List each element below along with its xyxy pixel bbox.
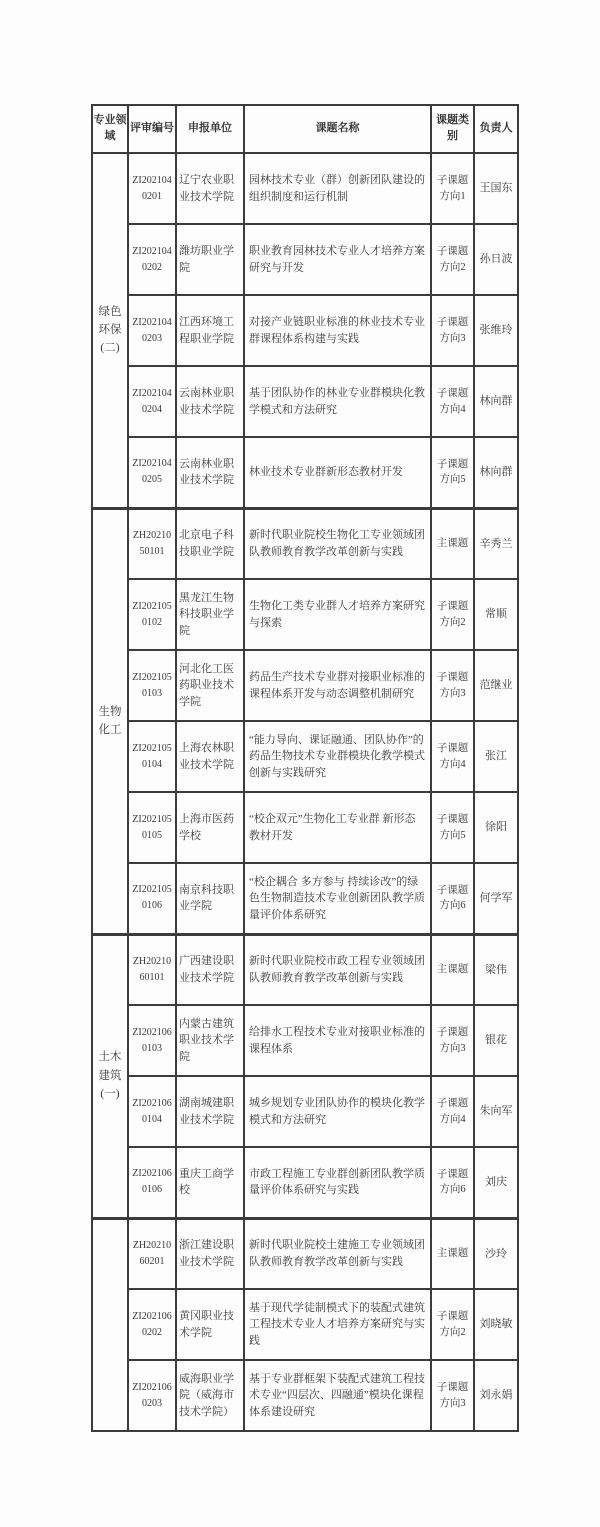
table-row xyxy=(92,508,518,579)
header-cell-leader: 负责人 xyxy=(474,105,518,153)
review-id-cell: ZI2021060104 xyxy=(128,1076,176,1147)
title-cell: 对接产业链职业标准的林业技术专业群课程体系构建与实践 xyxy=(244,295,431,366)
title-cell: 职业教育园林技术专业人才培养方案研究与开发 xyxy=(244,224,431,295)
review-id-cell: ZI2021060202 xyxy=(128,1289,176,1360)
review-id-cell: ZI2021040205 xyxy=(128,437,176,508)
unit-cell: 内蒙古建筑职业技术学院 xyxy=(176,1005,244,1076)
title-cell: 林业技术专业群新形态教材开发 xyxy=(244,437,431,508)
leader-cell: 何学军 xyxy=(474,863,518,934)
unit-cell: 黑龙江生物科技职业学院 xyxy=(176,579,244,650)
category-cell: 子课题方向6 xyxy=(431,1147,474,1218)
review-id-cell: ZI2021060103 xyxy=(128,1005,176,1076)
category-cell: 子课题方向2 xyxy=(431,1289,474,1360)
category-cell: 子课题方向6 xyxy=(431,863,474,934)
leader-cell: 孙日波 xyxy=(474,224,518,295)
leader-cell: 王国东 xyxy=(474,153,518,224)
unit-cell: 浙江建设职业技术学院 xyxy=(176,1218,244,1289)
title-cell: 药品生产技术专业群对接职业标准的课程体系开发与动态调整机制研究 xyxy=(244,650,431,721)
table-row xyxy=(92,437,518,508)
category-cell: 子课题方向4 xyxy=(431,721,474,792)
category-cell: 子课题方向2 xyxy=(431,224,474,295)
title-cell: 新时代职业院校土建施工专业领域团队教师教育教学改革创新与实践 xyxy=(244,1218,431,1289)
header-cell-field: 专业领域 xyxy=(92,105,128,153)
leader-cell: 刘庆 xyxy=(474,1147,518,1218)
title-cell: “校企双元”生物化工专业群 新形态教材开发 xyxy=(244,792,431,863)
review-id-cell: ZH2021060101 xyxy=(128,934,176,1005)
review-id-cell: ZI2021050104 xyxy=(128,721,176,792)
review-id-cell: ZI2021040201 xyxy=(128,153,176,224)
table-row xyxy=(92,295,518,366)
table-row xyxy=(92,1218,518,1289)
category-cell: 子课题方向4 xyxy=(431,366,474,437)
header-cell-id: 评审编号 xyxy=(128,105,176,153)
review-id-cell: ZI2021050103 xyxy=(128,650,176,721)
unit-cell: 广西建设职业技术学院 xyxy=(176,934,244,1005)
title-cell: 园林技术专业（群）创新团队建设的组织制度和运行机制 xyxy=(244,153,431,224)
category-cell: 主课题 xyxy=(431,1218,474,1289)
review-id-cell: ZI2021050105 xyxy=(128,792,176,863)
table-row xyxy=(92,366,518,437)
unit-cell: 河北化工医药职业技术学院 xyxy=(176,650,244,721)
header-cell-title: 课题名称 xyxy=(244,105,431,153)
unit-cell: 威海职业学院（威海市技术学院） xyxy=(176,1360,244,1431)
table-row xyxy=(92,1289,518,1360)
table-row xyxy=(92,1005,518,1076)
unit-cell: 潍坊职业学院 xyxy=(176,224,244,295)
category-cell: 子课题方向1 xyxy=(431,153,474,224)
leader-cell: 辛秀兰 xyxy=(474,508,518,579)
leader-cell: 林向群 xyxy=(474,437,518,508)
table-row xyxy=(92,863,518,934)
table-row xyxy=(92,1360,518,1431)
title-cell: 市政工程施工专业群创新团队教学质量评价体系研究与实践 xyxy=(244,1147,431,1218)
review-table xyxy=(91,104,519,1432)
table-row xyxy=(92,650,518,721)
field-group-cell: 绿色环保(二) xyxy=(92,153,128,508)
title-cell: “校企耦合 多方参与 持续诊改”的绿色生物制造技术专业创新团队教学质量评价体系研究 xyxy=(244,863,431,934)
category-cell: 子课题方向3 xyxy=(431,650,474,721)
category-cell: 子课题方向5 xyxy=(431,437,474,508)
title-cell: 城乡规划专业团队协作的模块化教学模式和方法研究 xyxy=(244,1076,431,1147)
category-cell: 子课题方向5 xyxy=(431,792,474,863)
leader-cell: 张江 xyxy=(474,721,518,792)
review-id-cell: ZH2021050101 xyxy=(128,508,176,579)
leader-cell: 朱向军 xyxy=(474,1076,518,1147)
table-row xyxy=(92,934,518,1005)
title-cell: 新时代职业院校生物化工专业领域团队教师教育教学改革创新与实践 xyxy=(244,508,431,579)
leader-cell: 常顺 xyxy=(474,579,518,650)
leader-cell: 梁伟 xyxy=(474,934,518,1005)
review-id-cell: ZI2021060106 xyxy=(128,1147,176,1218)
table-row xyxy=(92,153,518,224)
title-cell: 新时代职业院校市政工程专业领域团队教师教育教学改革创新与实践 xyxy=(244,934,431,1005)
table-row xyxy=(92,224,518,295)
category-cell: 主课题 xyxy=(431,934,474,1005)
title-cell: “能力导向、课证融通、团队协作”的药品生物技术专业群模块化教学模式创新与实践研究 xyxy=(244,721,431,792)
table-row xyxy=(92,1076,518,1147)
header-cell-category: 课题类别 xyxy=(431,105,474,153)
header-cell-unit: 申报单位 xyxy=(176,105,244,153)
leader-cell: 林向群 xyxy=(474,366,518,437)
table-body xyxy=(92,153,518,1431)
unit-cell: 黄冈职业技术学院 xyxy=(176,1289,244,1360)
category-cell: 子课题方向4 xyxy=(431,1076,474,1147)
review-id-cell: ZI2021040202 xyxy=(128,224,176,295)
leader-cell: 刘晓敏 xyxy=(474,1289,518,1360)
table-header xyxy=(92,105,518,153)
title-cell: 给排水工程技术专业对接职业标准的课程体系 xyxy=(244,1005,431,1076)
field-group-cell: 生物化工 xyxy=(92,508,128,934)
header-row xyxy=(92,105,518,153)
title-cell: 基于团队协作的林业专业群模块化教学模式和方法研究 xyxy=(244,366,431,437)
table-row xyxy=(92,792,518,863)
field-group-cell xyxy=(92,1218,128,1431)
review-id-cell: ZI2021050106 xyxy=(128,863,176,934)
leader-cell: 刘永娟 xyxy=(474,1360,518,1431)
leader-cell: 徐阳 xyxy=(474,792,518,863)
leader-cell: 张维玲 xyxy=(474,295,518,366)
review-table-container xyxy=(91,104,519,1432)
leader-cell: 银花 xyxy=(474,1005,518,1076)
category-cell: 主课题 xyxy=(431,508,474,579)
review-id-cell: ZI2021060203 xyxy=(128,1360,176,1431)
title-cell: 基于现代学徒制模式下的装配式建筑工程技术专业人才培养方案研究与实践 xyxy=(244,1289,431,1360)
title-cell: 基于专业群框架下装配式建筑工程技术专业“四层次、四融通”模块化课程体系建设研究 xyxy=(244,1360,431,1431)
unit-cell: 重庆工商学校 xyxy=(176,1147,244,1218)
unit-cell: 南京科技职业学院 xyxy=(176,863,244,934)
category-cell: 子课题方向3 xyxy=(431,1005,474,1076)
unit-cell: 云南林业职业技术学院 xyxy=(176,437,244,508)
review-id-cell: ZH2021060201 xyxy=(128,1218,176,1289)
unit-cell: 上海市医药学校 xyxy=(176,792,244,863)
table-row xyxy=(92,721,518,792)
unit-cell: 上海农林职业技术学院 xyxy=(176,721,244,792)
table-row xyxy=(92,579,518,650)
unit-cell: 江西环境工程职业学院 xyxy=(176,295,244,366)
category-cell: 子课题方向2 xyxy=(431,579,474,650)
unit-cell: 北京电子科技职业学院 xyxy=(176,508,244,579)
category-cell: 子课题方向3 xyxy=(431,1360,474,1431)
review-id-cell: ZI2021040204 xyxy=(128,366,176,437)
review-id-cell: ZI2021040203 xyxy=(128,295,176,366)
unit-cell: 辽宁农业职业技术学院 xyxy=(176,153,244,224)
table-row xyxy=(92,1147,518,1218)
leader-cell: 沙玲 xyxy=(474,1218,518,1289)
title-cell: 生物化工类专业群人才培养方案研究与探索 xyxy=(244,579,431,650)
leader-cell: 范继业 xyxy=(474,650,518,721)
review-id-cell: ZI2021050102 xyxy=(128,579,176,650)
unit-cell: 湖南城建职业技术学院 xyxy=(176,1076,244,1147)
category-cell: 子课题方向3 xyxy=(431,295,474,366)
unit-cell: 云南林业职业技术学院 xyxy=(176,366,244,437)
field-group-cell: 土木建筑(一) xyxy=(92,934,128,1218)
